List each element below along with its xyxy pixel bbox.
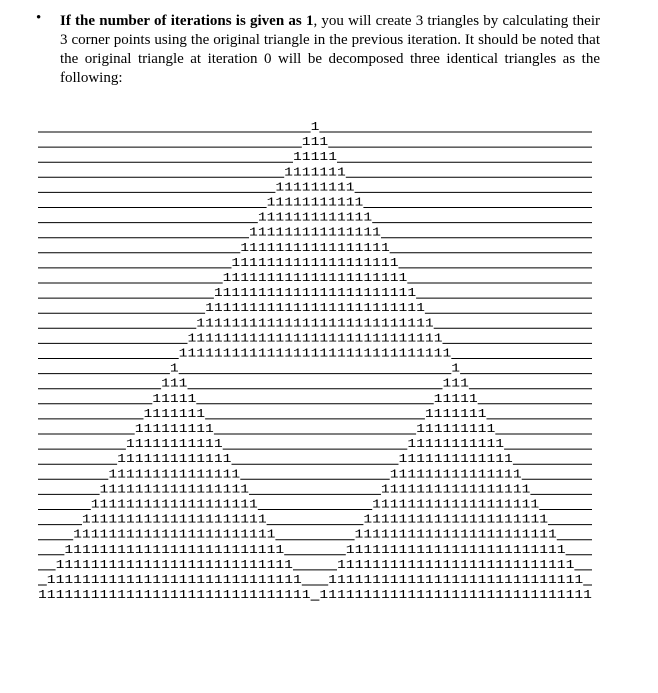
triangle-row-text: 111111111111111111111: [363, 512, 549, 527]
triangle-row-text: 1111111111111: [398, 452, 513, 467]
triangle-row-text: 1111111: [143, 406, 206, 421]
triangle-row-text: 11111111111: [125, 437, 223, 452]
triangle-row-text: 111111111111111: [108, 467, 241, 482]
triangle-row-text: 11111111111111111: [99, 482, 250, 497]
triangle-row-text: 1111111111111111111: [231, 255, 399, 270]
triangle-row-text: 1111111111111111111111111: [205, 301, 425, 316]
triangle-row-text: 11111111111111111111111: [213, 286, 417, 301]
triangle-row-text: 11111111111111111111111111111: [328, 573, 584, 587]
triangle-row-text: 1111111111111111111: [372, 497, 540, 512]
triangle-row-text: 11111: [152, 391, 197, 406]
triangle-row-text: 1111111: [284, 165, 346, 180]
triangle-row-text: 111: [442, 376, 469, 391]
triangle-row-text: 1111111111111: [117, 452, 232, 467]
triangle-row-text: 11111: [293, 150, 337, 165]
triangle-row-text: 1111111111111111111111111111111: [38, 588, 311, 603]
triangle-row-text: 1111111: [424, 406, 487, 421]
instruction-paragraph: [60, 12, 600, 88]
triangle-row-text: 111111111111111: [249, 225, 381, 240]
triangle-row-text: 11111111111: [407, 437, 505, 452]
triangle-row-text: 11111111111111111111111111111: [46, 573, 302, 587]
triangle-row-text: 11111111111: [266, 195, 364, 210]
bold-lead: If the number of iterations is given as 1: [60, 13, 314, 29]
triangle-row-text: 111111111111111111111111111: [196, 316, 434, 331]
triangle-row-text: 11111111111111111111111111111: [187, 331, 443, 346]
triangle-row-text: 111111111111111111111: [222, 271, 408, 285]
triangle-row-text: 111111111111111: [389, 467, 522, 482]
triangle-row-text: 111111111: [416, 422, 496, 436]
bullet-mark: •: [36, 10, 42, 26]
triangle-row-text: 1111111111111111111111111: [64, 542, 285, 557]
triangle-row-text: 1111111111111111111111111: [345, 542, 566, 557]
triangle-row-text: 11111111111111111: [380, 482, 531, 497]
triangle-row-text: 1111111111111111111: [90, 497, 258, 512]
triangle-row-text: 111111111111111111111111111: [337, 557, 575, 572]
triangle-row-text: 11111111111111111111111: [354, 527, 557, 542]
triangle-row-text: 11111111111111111: [240, 240, 390, 255]
triangle-row-text: 111111111111111111111111111: [55, 557, 293, 572]
triangle-row-text: 1111111111111111111111111111111: [319, 588, 592, 603]
triangle-row-text: 111111111: [275, 180, 355, 195]
triangle-row-text: 11111: [433, 391, 478, 406]
triangle-row-text: 111: [301, 135, 329, 150]
triangle-row-text: 111111111: [134, 422, 214, 436]
triangle-row-text: 1111111111111: [257, 210, 373, 225]
triangle-row-text: 1: [451, 361, 461, 376]
triangle-row-text: 1: [169, 361, 179, 376]
triangle-row-text: 111111111111111111111: [81, 512, 267, 527]
triangle-row-text: 11111111111111111111111: [73, 527, 276, 542]
triangle-row-text: 1111111111111111111111111111111: [178, 346, 452, 361]
triangle-row-text: 111: [161, 376, 188, 391]
paragraph-text: , you will create 3 triangles by calculating their 3 corner points using the original triangle in the previous iteration. It should be noted that the original triangle at iteration 0 will be decomposed three identical triangles as the following:: [60, 13, 600, 86]
triangle-row-text: 1: [310, 120, 320, 134]
